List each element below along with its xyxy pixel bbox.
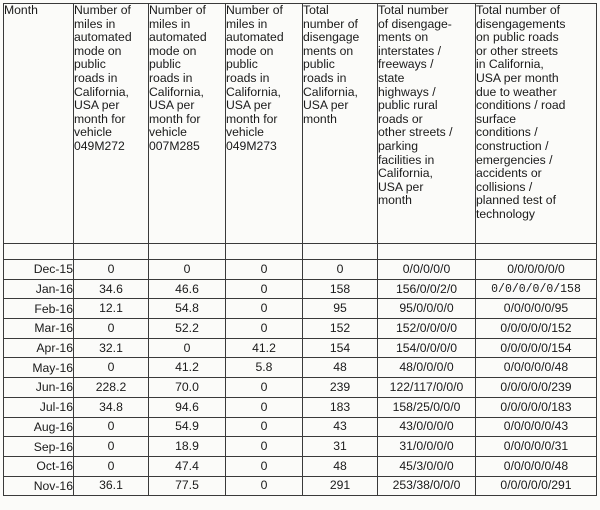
header-total-disengagements: Total number of disengage ments on public roads in California, USA per month xyxy=(303,4,378,244)
miles-049M273-cell: 0 xyxy=(226,319,303,339)
month-cell: Nov-16 xyxy=(4,476,74,496)
total-disengagements-cell: 154 xyxy=(303,338,378,358)
by-condition-cell: 0/0/0/0/0/48 xyxy=(476,358,597,378)
total-disengagements-cell: 152 xyxy=(303,319,378,339)
miles-007M285-cell: 41.2 xyxy=(149,358,226,378)
miles-049M272-cell: 0 xyxy=(74,260,149,280)
month-cell: Feb-16 xyxy=(4,299,74,319)
spacer-cell xyxy=(378,244,476,260)
miles-049M273-cell: 0 xyxy=(226,417,303,437)
total-disengagements-cell: 291 xyxy=(303,476,378,496)
by-road-type-cell: 152/0/0/0/0 xyxy=(378,319,476,339)
miles-049M272-cell: 0 xyxy=(74,417,149,437)
by-condition-cell: 0/0/0/0/0/43 xyxy=(476,417,597,437)
spacer-cell xyxy=(149,244,226,260)
miles-049M272-cell: 32.1 xyxy=(74,338,149,358)
spacer-row xyxy=(4,244,597,260)
total-disengagements-cell: 95 xyxy=(303,299,378,319)
spacer-cell xyxy=(303,244,378,260)
header-miles-007M285: Number of miles in automated mode on public roads in California, USA per month for vehicle 007M285 xyxy=(149,4,226,244)
header-disengagements-by-road-type: Total number of disengage- ments on interstates / freeways / state highways / public rural roads or other streets / parking facilities in California, USA per month xyxy=(378,4,476,244)
by-condition-cell: 0/0/0/0/0/291 xyxy=(476,476,597,496)
by-condition-cell: 0/0/0/0/0/48 xyxy=(476,456,597,476)
table-row xyxy=(4,279,597,299)
month-cell: Jul-16 xyxy=(4,397,74,417)
miles-007M285-cell: 47.4 xyxy=(149,456,226,476)
table-row xyxy=(4,260,597,280)
by-road-type-cell: 48/0/0/0/0 xyxy=(378,358,476,378)
spacer-cell xyxy=(74,244,149,260)
by-road-type-cell: 45/3/0/0/0 xyxy=(378,456,476,476)
miles-049M272-cell: 36.1 xyxy=(74,476,149,496)
table-row xyxy=(4,299,597,319)
by-condition-cell: 0/0/0/0/0/183 xyxy=(476,397,597,417)
table-row xyxy=(4,456,597,476)
miles-007M285-cell: 46.6 xyxy=(149,279,226,299)
disengagement-table xyxy=(3,3,597,496)
miles-007M285-cell: 54.8 xyxy=(149,299,226,319)
miles-049M272-cell: 34.6 xyxy=(74,279,149,299)
miles-007M285-cell: 18.9 xyxy=(149,437,226,457)
month-cell: Mar-16 xyxy=(4,319,74,339)
by-condition-cell: 0/0/0/0/0/152 xyxy=(476,319,597,339)
miles-049M272-cell: 0 xyxy=(74,456,149,476)
miles-049M273-cell: 0 xyxy=(226,299,303,319)
by-road-type-cell: 0/0/0/0/0 xyxy=(378,260,476,280)
total-disengagements-cell: 0 xyxy=(303,260,378,280)
table-body xyxy=(4,244,597,496)
miles-049M272-cell: 228.2 xyxy=(74,378,149,398)
by-road-type-cell: 154/0/0/0/0 xyxy=(378,338,476,358)
total-disengagements-cell: 43 xyxy=(303,417,378,437)
by-road-type-cell: 156/0/0/2/0 xyxy=(378,279,476,299)
miles-007M285-cell: 52.2 xyxy=(149,319,226,339)
header-month: Month xyxy=(4,4,74,244)
by-road-type-cell: 122/117/0/0/0 xyxy=(378,378,476,398)
month-cell: Dec-15 xyxy=(4,260,74,280)
spacer-cell xyxy=(476,244,597,260)
header-miles-049M273: Number of miles in automated mode on public roads in California, USA per month for vehicle 049M273 xyxy=(226,4,303,244)
by-road-type-cell: 158/25/0/0/0 xyxy=(378,397,476,417)
by-condition-cell: 0/0/0/0/0/31 xyxy=(476,437,597,457)
header-row xyxy=(4,4,597,244)
miles-049M273-cell: 0 xyxy=(226,476,303,496)
table-row xyxy=(4,417,597,437)
miles-049M272-cell: 12.1 xyxy=(74,299,149,319)
miles-049M273-cell: 5.8 xyxy=(226,358,303,378)
by-road-type-cell: 95/0/0/0/0 xyxy=(378,299,476,319)
miles-049M273-cell: 0 xyxy=(226,456,303,476)
total-disengagements-cell: 48 xyxy=(303,358,378,378)
table-row xyxy=(4,378,597,398)
month-cell: Oct-16 xyxy=(4,456,74,476)
miles-007M285-cell: 0 xyxy=(149,260,226,280)
spacer-cell xyxy=(226,244,303,260)
by-condition-cell: 0/0/0/0/0/158 xyxy=(476,279,597,299)
month-cell: Apr-16 xyxy=(4,338,74,358)
by-condition-cell: 0/0/0/0/0/95 xyxy=(476,299,597,319)
miles-049M272-cell: 0 xyxy=(74,358,149,378)
miles-007M285-cell: 0 xyxy=(149,338,226,358)
by-road-type-cell: 31/0/0/0/0 xyxy=(378,437,476,457)
table-row xyxy=(4,476,597,496)
by-condition-cell: 0/0/0/0/0/154 xyxy=(476,338,597,358)
miles-007M285-cell: 70.0 xyxy=(149,378,226,398)
miles-049M273-cell: 0 xyxy=(226,397,303,417)
table-row xyxy=(4,319,597,339)
by-road-type-cell: 253/38/0/0/0 xyxy=(378,476,476,496)
total-disengagements-cell: 239 xyxy=(303,378,378,398)
miles-007M285-cell: 94.6 xyxy=(149,397,226,417)
month-cell: Jun-16 xyxy=(4,378,74,398)
header-miles-049M272: Number of miles in automated mode on public roads in California, USA per month for vehicle 049M272 xyxy=(74,4,149,244)
month-cell: Jan-16 xyxy=(4,279,74,299)
miles-049M273-cell: 0 xyxy=(226,260,303,280)
total-disengagements-cell: 183 xyxy=(303,397,378,417)
table-row xyxy=(4,397,597,417)
table-row xyxy=(4,437,597,457)
miles-007M285-cell: 77.5 xyxy=(149,476,226,496)
header-disengagements-by-condition: Total number of disengagements on public roads or other streets in California, USA per month due to weather conditions / road surface conditions / construction / emergencies / accidents or collisions / planned test of technology xyxy=(476,4,597,244)
by-condition-cell: 0/0/0/0/0/0 xyxy=(476,260,597,280)
miles-049M273-cell: 0 xyxy=(226,279,303,299)
total-disengagements-cell: 31 xyxy=(303,437,378,457)
spacer-cell xyxy=(4,244,74,260)
miles-049M272-cell: 0 xyxy=(74,437,149,457)
table-row xyxy=(4,338,597,358)
by-road-type-cell: 43/0/0/0/0 xyxy=(378,417,476,437)
by-condition-cell: 0/0/0/0/0/239 xyxy=(476,378,597,398)
month-cell: Sep-16 xyxy=(4,437,74,457)
month-cell: Aug-16 xyxy=(4,417,74,437)
month-cell: May-16 xyxy=(4,358,74,378)
total-disengagements-cell: 158 xyxy=(303,279,378,299)
miles-007M285-cell: 54.9 xyxy=(149,417,226,437)
miles-049M272-cell: 34.8 xyxy=(74,397,149,417)
miles-049M273-cell: 0 xyxy=(226,437,303,457)
miles-049M273-cell: 0 xyxy=(226,378,303,398)
table-row xyxy=(4,358,597,378)
total-disengagements-cell: 48 xyxy=(303,456,378,476)
miles-049M272-cell: 0 xyxy=(74,319,149,339)
miles-049M273-cell: 41.2 xyxy=(226,338,303,358)
